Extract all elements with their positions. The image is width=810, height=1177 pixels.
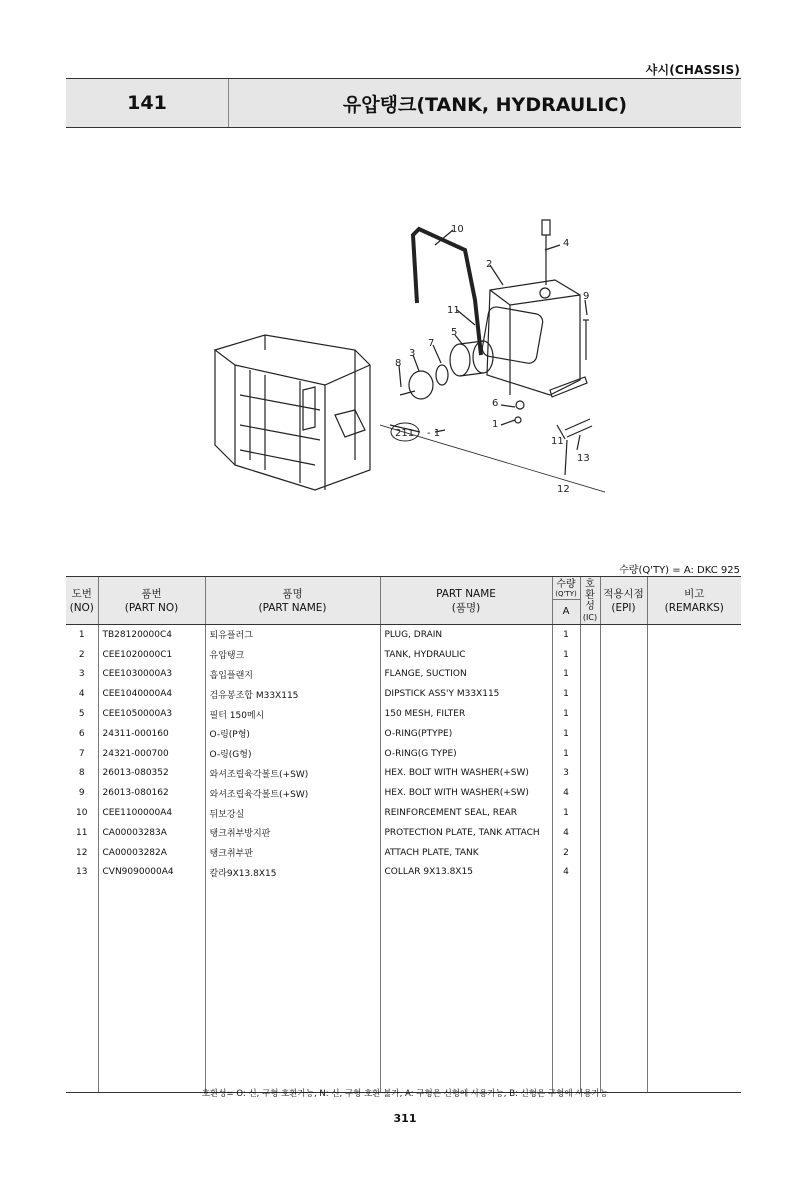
title-bar — [66, 78, 741, 128]
callout-11a: 11 — [447, 305, 460, 316]
qty-note: 수량(Q'TY) = A: DKC 925 — [619, 565, 740, 576]
callout-12: 12 — [557, 484, 570, 495]
page-number: 311 — [393, 1112, 417, 1125]
table-row: 12 CA00003282A 탱크취부판 ATTACH PLATE, TANK 2 — [66, 843, 741, 863]
table-row: 5 CEE1050000A3 필터 150메시 150 MESH, FILTER 1 — [66, 704, 741, 724]
table-filler-row — [66, 882, 741, 1093]
col-part-name-en: PART NAME (품명) — [380, 577, 552, 625]
table-row: 6 24311-000160 O-링(P형) O-RING(PTYPE) 1 — [66, 724, 741, 744]
col-remarks: 비고 (REMARKS) — [647, 577, 741, 625]
section-label: 샤시(CHASSIS) — [645, 63, 740, 77]
col-qty: 수량 (Q'TY) A — [552, 577, 580, 625]
callout-1: 1 — [492, 419, 499, 430]
table-row: 10 CEE1100000A4 뒤보강실 REINFORCEMENT SEAL, REAR 1 — [66, 803, 741, 823]
table-row: 9 26013-080162 와셔조립육각볼트(+SW) HEX. BOLT WITH WASHER(+SW) 4 — [66, 783, 741, 803]
callout-13: 13 — [577, 453, 590, 464]
callout-2: 2 — [486, 259, 493, 270]
exploded-parts-diagram — [205, 215, 605, 510]
table-row: 3 CEE1030000A3 흡입플랜지 FLANGE, SUCTION 1 — [66, 665, 741, 685]
group-number: 141 — [66, 79, 229, 127]
svg-text:- 1: - 1 — [427, 428, 441, 439]
table-row: 1 TB28120000C4 퇴유플러그 PLUG, DRAIN 1 — [66, 625, 741, 645]
col-ic: 호환성 (IC) — [580, 577, 600, 625]
table-row: 11 CA00003283A 탱크취부방지판 PROTECTION PLATE, TANK ATTACH 4 — [66, 823, 741, 843]
parts-table — [66, 576, 741, 1093]
col-epi: 적용시점 (EPI) — [600, 577, 647, 625]
callout-11b: 11 — [551, 436, 564, 447]
table-row: 7 24321-000700 O-링(G형) O-RING(G TYPE) 1 — [66, 744, 741, 764]
callout-6: 6 — [492, 398, 499, 409]
col-part-no: 품번 (PART NO) — [98, 577, 205, 625]
compatibility-note: 호환성= O: 신, 구형 호환가능, N: 신, 구형 호환 불가, A: 구형은 신형에 사용가능, B: 신형은 구형에 사용가능 — [201, 1089, 609, 1099]
table-row: 13 CVN9090000A4 칼라9X13.8X15 COLLAR 9X13.8X15 4 — [66, 863, 741, 883]
callout-9: 9 — [583, 291, 590, 302]
callout-5: 5 — [451, 327, 458, 338]
table-row: 4 CEE1040000A4 검유봉조합 M33X115 DIPSTICK ASS'Y M33X115 1 — [66, 684, 741, 704]
table-row: 8 26013-080352 와셔조립육각볼트(+SW) HEX. BOLT WITH WASHER(+SW) 3 — [66, 764, 741, 784]
callout-4: 4 — [563, 238, 570, 249]
col-no: 도번 (NO) — [66, 577, 98, 625]
callout-8: 8 — [395, 358, 402, 369]
callout-7: 7 — [428, 338, 435, 349]
callout-211: 211 — [395, 428, 415, 439]
table-header-row — [66, 577, 741, 625]
group-title: 유압탱크(TANK, HYDRAULIC) — [342, 93, 628, 116]
col-part-name-ko: 품명 (PART NAME) — [205, 577, 380, 625]
callout-10: 10 — [451, 224, 464, 235]
callout-3: 3 — [409, 348, 416, 359]
table-row: 2 CEE1020000C1 유압탱크 TANK, HYDRAULIC 1 — [66, 645, 741, 665]
